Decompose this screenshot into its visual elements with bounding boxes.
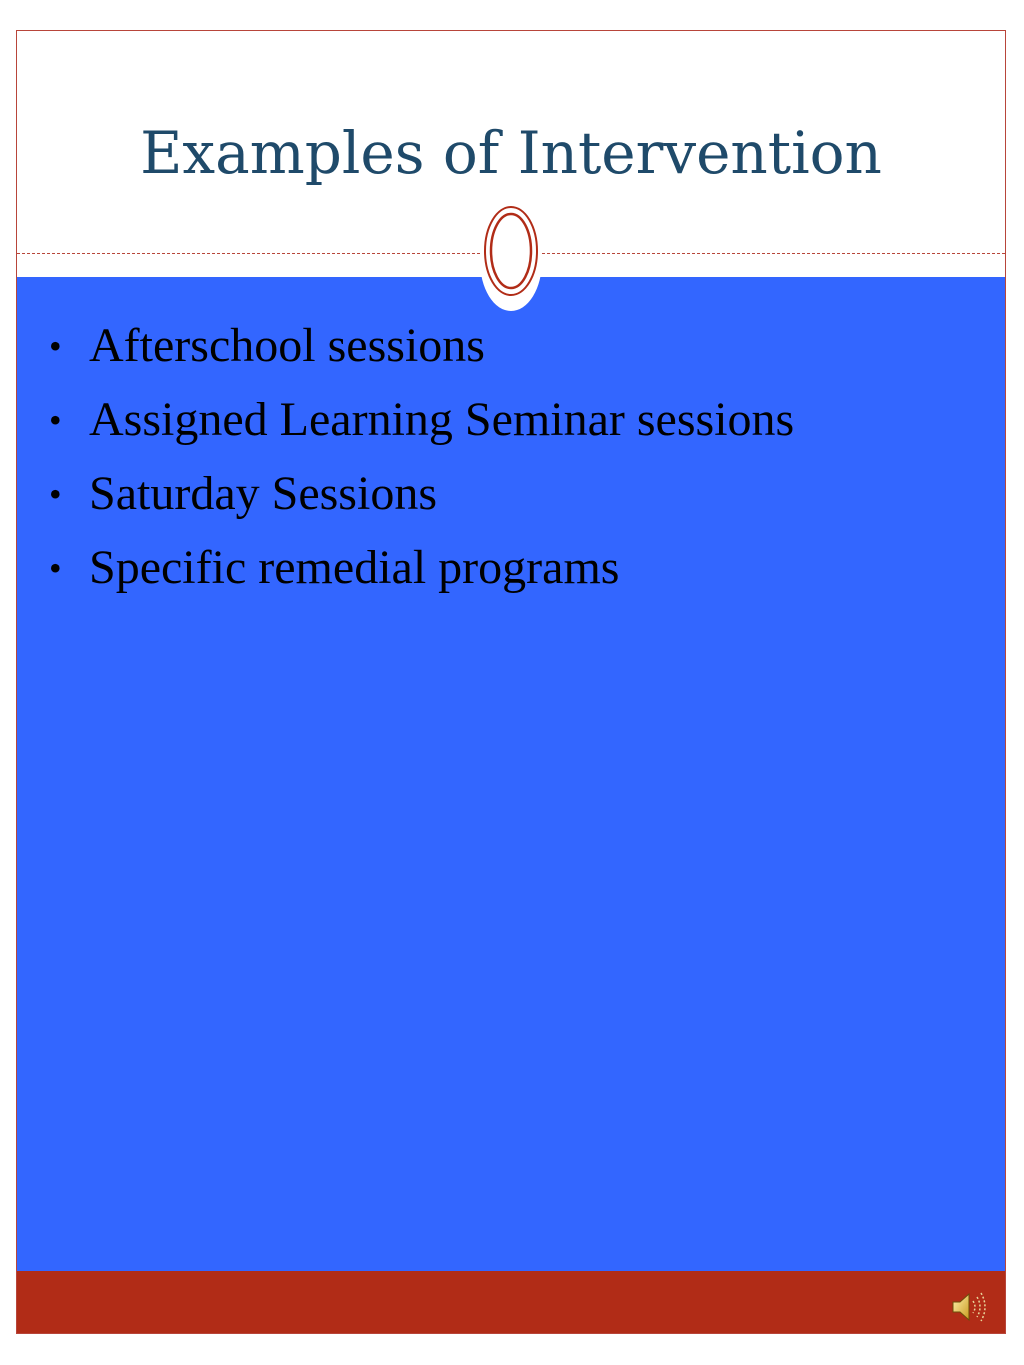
speaker-icon[interactable]: [949, 1287, 989, 1327]
bullet-list: [49, 311, 794, 607]
bullet-text: Saturday Sessions: [89, 467, 437, 520]
bullet-text: Specific remedial programs: [89, 541, 620, 594]
bullet-text: Afterschool sessions: [89, 319, 485, 372]
bullet-text: Assigned Learning Seminar sessions: [89, 393, 795, 446]
bullet-marker: •: [49, 474, 62, 514]
bullet-marker: •: [49, 326, 62, 366]
bullet-marker: •: [49, 400, 62, 440]
oval-ornament-icon: [479, 201, 543, 315]
slide: [16, 30, 1006, 1334]
footer-bar: [17, 1271, 1005, 1334]
list-item: [49, 311, 794, 385]
bullet-marker: •: [49, 548, 62, 588]
list-item: [49, 459, 794, 533]
list-item: [49, 385, 794, 459]
slide-title: Examples of Intervention: [140, 119, 882, 187]
list-item: [49, 533, 794, 607]
